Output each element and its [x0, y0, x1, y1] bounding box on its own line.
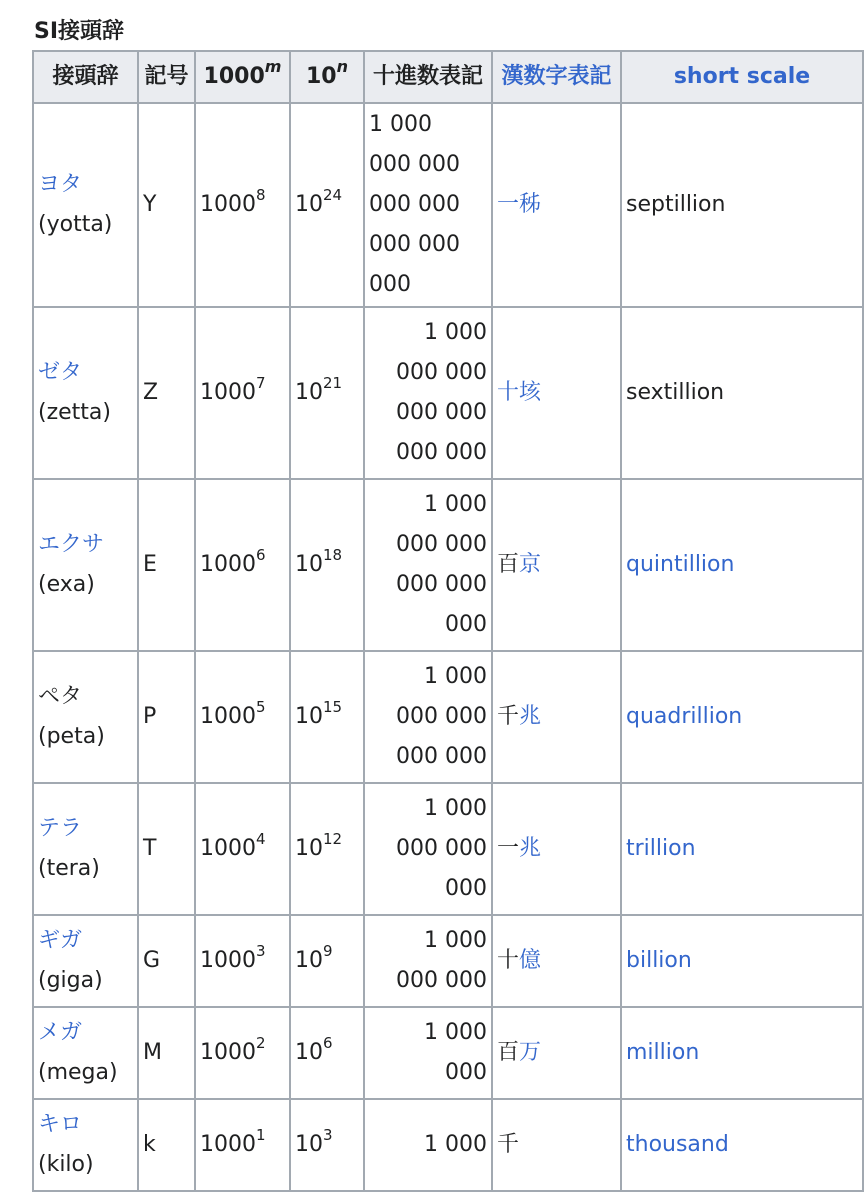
decimal-line: 000 000: [396, 532, 487, 557]
thousand-power-cell: [195, 479, 290, 651]
short-scale-cell: [621, 1099, 863, 1191]
kanji-cell: [492, 307, 621, 479]
prefix-text: ペタ: [38, 684, 83, 709]
prefix-cell: [33, 783, 138, 915]
prefix-romaji: (exa): [38, 572, 95, 597]
kanji-link[interactable]: 万: [519, 1040, 542, 1065]
decimal-line: 000 000: [396, 400, 487, 425]
symbol-cell: [138, 479, 195, 651]
thousand-exponent: 8: [256, 185, 266, 204]
ten-base: 10: [295, 380, 323, 405]
kanji-cell: [492, 103, 621, 307]
decimal-cell: [364, 479, 492, 651]
kanji-link[interactable]: 億: [519, 948, 542, 973]
thousand-base: 1000: [200, 552, 256, 577]
symbol-text: Y: [143, 192, 157, 217]
ten-base: 10: [295, 948, 323, 973]
header-thousand-power[interactable]: [195, 51, 290, 103]
table-row: [33, 651, 863, 783]
decimal-line: 1 000: [424, 1020, 487, 1045]
thousand-base: 1000: [200, 380, 256, 405]
symbol-cell: [138, 307, 195, 479]
prefix-romaji: (yotta): [38, 212, 113, 237]
short-scale-link[interactable]: million: [626, 1040, 700, 1065]
prefix-link[interactable]: テラ: [38, 816, 83, 841]
table-body: [33, 103, 863, 1191]
header-short-scale-link[interactable]: short scale: [621, 51, 863, 103]
thousand-power-cell: [195, 307, 290, 479]
decimal-line: 000 000: [396, 744, 487, 769]
ten-base: 10: [295, 552, 323, 577]
thousand-exponent: 5: [256, 697, 266, 716]
header-symbol[interactable]: 記号: [138, 51, 195, 103]
ten-base: 10: [295, 1132, 323, 1157]
short-scale-link[interactable]: quadrillion: [626, 704, 743, 729]
symbol-cell: [138, 651, 195, 783]
thousand-base: 1000: [200, 704, 256, 729]
decimal-line: 000 000: [396, 440, 487, 465]
prefix-link[interactable]: ギガ: [38, 928, 83, 953]
decimal-line: 000: [445, 612, 487, 637]
short-scale-cell: [621, 103, 863, 307]
ten-power-cell: [290, 307, 364, 479]
ten-exponent: 15: [323, 697, 343, 716]
si-prefix-table: [32, 50, 864, 1192]
prefix-link[interactable]: ヨタ: [38, 172, 83, 197]
symbol-cell: [138, 1099, 195, 1191]
table-row: [33, 479, 863, 651]
ten-exponent: 12: [323, 829, 343, 848]
table-row: [33, 783, 863, 915]
short-scale-text: septillion: [626, 192, 726, 217]
kanji-link[interactable]: 一秭: [497, 192, 542, 217]
header-ten-power[interactable]: [290, 51, 364, 103]
symbol-text: E: [143, 552, 157, 577]
decimal-line: 000 000: [396, 360, 487, 385]
decimal-line: 000 000: [369, 192, 460, 217]
decimal-cell: [364, 1099, 492, 1191]
thousand-power-cell: [195, 783, 290, 915]
symbol-cell: [138, 1007, 195, 1099]
short-scale-cell: [621, 479, 863, 651]
kanji-link[interactable]: 十垓: [497, 380, 542, 405]
symbol-text: M: [143, 1040, 162, 1065]
decimal-line: 000 000: [396, 572, 487, 597]
ten-power-cell: [290, 783, 364, 915]
decimal-line: 000 000: [396, 968, 487, 993]
kanji-text: 百: [497, 1040, 520, 1065]
decimal-line: 000: [445, 876, 487, 901]
thousand-exponent: 2: [256, 1033, 266, 1052]
ten-exponent: 9: [323, 941, 333, 960]
decimal-line: 1 000: [424, 664, 487, 689]
prefix-romaji: (mega): [38, 1060, 118, 1085]
ten-power-cell: [290, 915, 364, 1007]
prefix-cell: [33, 1007, 138, 1099]
symbol-cell: [138, 915, 195, 1007]
ten-base: 10: [295, 704, 323, 729]
symbol-cell: [138, 103, 195, 307]
si-prefix-table-container: [32, 50, 811, 1200]
decimal-cell: [364, 103, 492, 307]
thousand-exponent: 3: [256, 941, 266, 960]
ten-exponent: 21: [323, 373, 343, 392]
decimal-line: 000 000: [396, 704, 487, 729]
prefix-link[interactable]: ゼタ: [38, 360, 83, 385]
ten-power-cell: [290, 651, 364, 783]
decimal-cell: [364, 307, 492, 479]
prefix-romaji: (zetta): [38, 400, 111, 425]
header-thousand-exp: m: [264, 56, 282, 76]
thousand-power-cell: [195, 1099, 290, 1191]
kanji-link[interactable]: 京: [519, 552, 542, 577]
thousand-base: 1000: [200, 948, 256, 973]
prefix-cell: [33, 915, 138, 1007]
short-scale-link[interactable]: billion: [626, 948, 692, 973]
prefix-romaji: (kilo): [38, 1152, 94, 1177]
table-row: [33, 103, 863, 307]
short-scale-link[interactable]: quintillion: [626, 552, 735, 577]
kanji-text: 一: [497, 836, 520, 861]
symbol-text: T: [143, 836, 157, 861]
kanji-link[interactable]: 兆: [519, 704, 542, 729]
decimal-line: 000: [445, 1060, 487, 1085]
prefix-cell: [33, 1099, 138, 1191]
table-row: [33, 1099, 863, 1191]
decimal-line: 000 000: [369, 152, 460, 177]
kanji-cell: [492, 1099, 621, 1191]
header-decimal[interactable]: 十進数表記: [364, 51, 492, 103]
short-scale-link[interactable]: trillion: [626, 836, 696, 861]
decimal-line: 1 000: [424, 1132, 487, 1157]
thousand-exponent: 1: [256, 1125, 266, 1144]
table-row: [33, 307, 863, 479]
thousand-base: 1000: [200, 836, 256, 861]
decimal-cell: [364, 915, 492, 1007]
thousand-base: 1000: [200, 1040, 256, 1065]
thousand-exponent: 4: [256, 829, 266, 848]
ten-exponent: 24: [323, 185, 343, 204]
ten-exponent: 3: [323, 1125, 333, 1144]
kanji-cell: [492, 783, 621, 915]
short-scale-cell: [621, 783, 863, 915]
header-ten-exp: n: [336, 56, 348, 76]
table-row: [33, 915, 863, 1007]
kanji-text: 百: [497, 552, 520, 577]
header-thousand-base: 1000: [203, 64, 265, 89]
prefix-cell: [33, 307, 138, 479]
kanji-text: 十: [497, 948, 520, 973]
decimal-cell: [364, 783, 492, 915]
table-row: [33, 1007, 863, 1099]
prefix-romaji: (tera): [38, 856, 100, 881]
kanji-text: 千: [497, 704, 520, 729]
kanji-link[interactable]: 兆: [519, 836, 542, 861]
thousand-power-cell: [195, 915, 290, 1007]
ten-power-cell: [290, 103, 364, 307]
prefix-cell: [33, 479, 138, 651]
short-scale-cell: [621, 307, 863, 479]
ten-exponent: 6: [323, 1033, 333, 1052]
prefix-link[interactable]: キロ: [38, 1112, 83, 1137]
symbol-text: P: [143, 704, 157, 729]
kanji-cell: [492, 651, 621, 783]
kanji-cell: [492, 479, 621, 651]
decimal-line: 1 000: [369, 112, 432, 137]
ten-base: 10: [295, 192, 323, 217]
kanji-cell: [492, 1007, 621, 1099]
header-kanji-link[interactable]: 漢数字表記: [492, 51, 621, 103]
ten-base: 10: [295, 836, 323, 861]
decimal-line: 000 000: [369, 232, 460, 257]
prefix-cell: [33, 103, 138, 307]
symbol-cell: [138, 783, 195, 915]
short-scale-cell: [621, 1007, 863, 1099]
prefix-link[interactable]: メガ: [38, 1020, 83, 1045]
prefix-cell: [33, 651, 138, 783]
symbol-text: Z: [143, 380, 159, 405]
prefix-romaji: (peta): [38, 724, 105, 749]
decimal-line: 000 000: [396, 836, 487, 861]
ten-exponent: 18: [323, 545, 343, 564]
decimal-line: 1 000: [424, 320, 487, 345]
header-row: [33, 51, 863, 103]
prefix-link[interactable]: エクサ: [38, 532, 105, 557]
prefix-romaji: (giga): [38, 968, 103, 993]
thousand-exponent: 7: [256, 373, 266, 392]
table-caption: SI接頭辞: [34, 19, 125, 44]
short-scale-cell: [621, 651, 863, 783]
thousand-base: 1000: [200, 192, 256, 217]
ten-power-cell: [290, 1099, 364, 1191]
header-ten-base: 10: [305, 64, 337, 89]
symbol-text: G: [143, 948, 161, 973]
decimal-cell: [364, 651, 492, 783]
thousand-power-cell: [195, 651, 290, 783]
header-prefix[interactable]: 接頭辞: [33, 51, 138, 103]
decimal-line: 1 000: [424, 928, 487, 953]
thousand-base: 1000: [200, 1132, 256, 1157]
decimal-cell: [364, 1007, 492, 1099]
short-scale-link[interactable]: thousand: [626, 1132, 729, 1157]
short-scale-cell: [621, 915, 863, 1007]
ten-base: 10: [295, 1040, 323, 1065]
short-scale-text: sextillion: [626, 380, 725, 405]
thousand-power-cell: [195, 103, 290, 307]
decimal-line: 1 000: [424, 796, 487, 821]
decimal-line: 1 000: [424, 492, 487, 517]
thousand-exponent: 6: [256, 545, 266, 564]
symbol-text: k: [143, 1132, 156, 1157]
ten-power-cell: [290, 1007, 364, 1099]
kanji-cell: [492, 915, 621, 1007]
ten-power-cell: [290, 479, 364, 651]
kanji-text: 千: [497, 1132, 520, 1157]
thousand-power-cell: [195, 1007, 290, 1099]
decimal-line: 000: [369, 272, 411, 297]
